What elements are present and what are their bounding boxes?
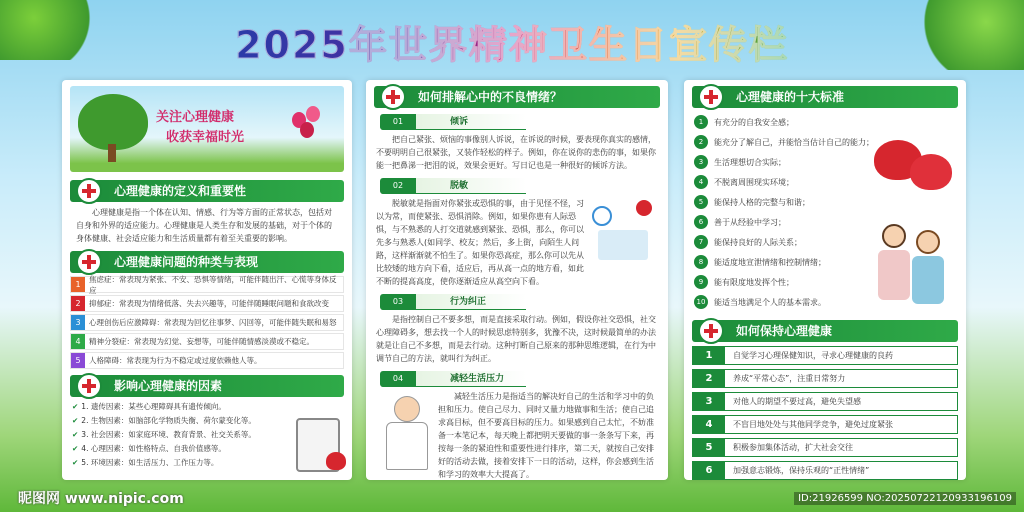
item-text: 能保持人格的完整与和谐；	[714, 197, 810, 207]
item-text: 能保持良好的人际关系；	[714, 237, 802, 247]
heart-tree-illustration	[78, 94, 148, 150]
item-text: 2. 生物因素：如脑部化学物质失衡、荷尔蒙变化等。	[81, 416, 256, 425]
item-number: 2	[693, 370, 725, 387]
definition-title: 心理健康的定义和重要性	[114, 184, 247, 198]
definition-text: 心理健康是指一个体在认知、情感、行为等方面的正常状态，包括对自身和外界的适应能力。心理健康是人类生存和发展的基础，对于个体的身体健康、社会适应能力和生活质量都有着至关重要的影响。	[76, 208, 332, 243]
method-number: 01	[380, 114, 416, 130]
list-item	[70, 333, 344, 350]
item-number: 5	[71, 353, 85, 368]
standards-header	[692, 86, 958, 108]
item-text: 精神分裂症：常表现为幻觉、妄想等，可能伴随情感淡漠或不稳定。	[89, 337, 314, 346]
item-number: 1	[693, 347, 725, 364]
item-text: 焦虑症：常表现为紧张、不安、恐惧等情绪，可能伴随出汗、心慌等身体反应	[89, 274, 337, 295]
keep-header	[692, 320, 958, 342]
item-text: 心理创伤后应激障碍：常表现为回忆往事梦、闪回等，可能伴随失眠和易怒	[89, 318, 337, 327]
header-banner	[70, 86, 344, 172]
item-number: 7	[694, 235, 708, 249]
watermark-logo: 昵图网 www.nipic.com	[18, 491, 184, 507]
factors-header	[70, 375, 344, 397]
factors-title: 影响心理健康的因素	[114, 379, 223, 393]
method-number: 02	[380, 178, 416, 194]
method-text: 脱敏就是指面对你紧张或恐惧的事，由于见怪不怪，习以为常，而使紧张、恐惧消除。例如，如果你患有人际恐惧，与不熟悉的人打交道就感到紧张、恐惧，那么，你可以先多与熟悉人(如同学、校友；然后，多上街，向陌生人问路，这样渐渐就不怕生了。如果你恐高症，那么你可以先从比较矮的地方向下看，适应后，再从高一点的地方看，如此不断的提高高度，使你逐渐适应从高空向下看。	[376, 199, 584, 286]
types-title: 心理健康问题的种类与表现	[114, 255, 259, 269]
item-text: 善于从经验中学习；	[714, 217, 786, 227]
keep-list	[684, 346, 966, 480]
list-item	[692, 461, 958, 480]
definition-header	[70, 180, 344, 202]
item-number: 6	[693, 462, 725, 479]
item-number: 3	[693, 393, 725, 410]
item-text: 加强意志锻炼，保持乐观的“正性情绪”	[733, 466, 870, 475]
check-icon: ✔	[72, 430, 79, 439]
banner-line2: 收获幸福时光	[166, 130, 245, 145]
item-number: 9	[694, 275, 708, 289]
item-text: 不脱离周围现实环境；	[714, 177, 794, 187]
list-item	[70, 314, 344, 331]
medical-cross-icon	[76, 373, 102, 399]
item-text: 对他人的期望不要过高，避免失望感	[733, 397, 861, 406]
method-label: 行为纠正	[416, 294, 526, 310]
balloon-icon	[306, 106, 320, 122]
page-title: 2025年世界精神卫生日宣传栏	[235, 23, 789, 67]
item-number: 4	[693, 416, 725, 433]
item-number: 1	[71, 277, 85, 292]
method-number: 04	[380, 371, 416, 387]
relief-method	[366, 114, 668, 172]
method-header	[380, 178, 668, 194]
item-text: 能适度地宣泄情绪和控制情绪；	[714, 257, 826, 267]
list-item	[692, 415, 958, 434]
item-number: 5	[694, 195, 708, 209]
method-text: 减轻生活压力是指适当的解决好自己的生活和学习中的负担和压力。使自己尽力、同时又量力地做事和生活；使自己追求高目标，但不要高目标的压力。如果感到自己太忙，不妨准备一本笔记本，每天晚上都把明天要做的事一条条写下来，再按每一条的紧迫性和重要性进行排序，第二天，就按自己安排好的活动去做，接着安排下一日的活动，这样，你会感到生活和学习的效率大大提高了。	[438, 392, 654, 479]
method-label: 倾诉	[416, 114, 526, 130]
item-text: 能适当地满足个人的基本需求。	[714, 297, 826, 307]
item-number: 2	[71, 296, 85, 311]
balloon-icon	[300, 122, 314, 138]
relief-method	[366, 294, 668, 365]
standards-title: 心理健康的十大标准	[736, 90, 845, 104]
method-header	[380, 294, 668, 310]
item-number: 3	[694, 155, 708, 169]
relief-title: 如何排解心中的不良情绪？	[418, 90, 563, 104]
item-text: 能充分了解自己，并能恰当估计自己的能力；	[714, 137, 874, 147]
method-text: 把自己紧张、烦恼的事像别人诉说，在诉说的时候，要表现你真实的感情，不要明明自己很紧张，又装作轻松的样子。例如，你在说你的悲伤的事，如果你能一把鼻涕一把泪的说，效果会更好。写日记也是一种很好的倾诉方法。	[376, 135, 656, 170]
item-text: 有充分的自我安全感；	[714, 117, 794, 127]
item-text: 养成“平常心态”，注重日常努力	[733, 374, 846, 383]
relief-header	[374, 86, 660, 108]
list-item	[70, 295, 344, 312]
medical-cross-icon	[380, 84, 406, 110]
issue-list	[62, 276, 352, 369]
item-number: 8	[694, 255, 708, 269]
method-text: 是指控制自己不要多想，而是直接采取行动。例如，假设你社交恐惧，社交心理障碍多，想去找一个人的时候思虑特别多，犹豫不决，这时候最简单的办法就是让自己不多想，而是去行动。这种打断自己原来的那种思维逻辑，在行为中调节自己的方法，就叫行为纠正。	[376, 315, 656, 363]
method-number: 03	[380, 294, 416, 310]
types-header	[70, 251, 344, 273]
people-illustration	[876, 220, 948, 308]
method-label: 脱敏	[416, 178, 526, 194]
medical-cross-icon	[698, 84, 724, 110]
list-item	[692, 346, 958, 365]
item-text: 5. 环境因素：如生活压力、工作压力等。	[81, 458, 219, 467]
medical-cross-icon	[698, 318, 724, 344]
check-icon: ✔	[72, 444, 79, 453]
method-label: 减轻生活压力	[416, 371, 526, 387]
item-number: 4	[71, 334, 85, 349]
doctor-illustration	[380, 396, 434, 472]
item-text: 1. 遗传因素：某些心理障碍具有遗传倾向。	[81, 402, 226, 411]
item-text: 4. 心理因素：如性格特点、自我价值感等。	[81, 444, 226, 453]
item-text: 抑郁症：常表现为情绪低落、失去兴趣等，可能伴随睡眠问题和食欲改变	[89, 299, 329, 308]
item-text: 能有限度地发挥个性；	[714, 277, 794, 287]
banner-line1: 关注心理健康	[156, 110, 235, 125]
list-item	[692, 369, 958, 388]
medical-cross-icon	[76, 178, 102, 204]
check-icon: ✔	[72, 458, 79, 467]
list-item	[70, 276, 344, 293]
item-number: 2	[694, 135, 708, 149]
heart-icon	[326, 452, 346, 470]
heart-plus-icon	[910, 154, 952, 190]
item-text: 不盲目地处处与其他同学竞争，避免过度紧张	[733, 420, 893, 429]
item-text: 3. 社会因素：如家庭环境、教育背景、社交关系等。	[81, 430, 256, 439]
check-icon: ✔	[72, 402, 79, 411]
list-item	[62, 400, 352, 414]
list-item	[692, 438, 958, 457]
image-id-label: ID:21926599 NO:20250722120933196109	[794, 492, 1016, 505]
tree-trunk	[108, 144, 116, 162]
item-number: 3	[71, 315, 85, 330]
list-item	[70, 352, 344, 369]
medical-cross-icon	[76, 249, 102, 275]
list-item	[694, 192, 966, 212]
list-item	[692, 392, 958, 411]
clock-icon	[592, 206, 612, 226]
item-text: 人格障碍：常表现为行为不稳定或过度依赖他人等。	[89, 356, 262, 365]
right-panel	[684, 80, 966, 480]
list-item	[694, 132, 966, 152]
consultation-illustration	[588, 200, 656, 264]
item-text: 生活理想切合实际；	[714, 157, 786, 167]
list-item	[694, 112, 966, 132]
method-header	[380, 114, 668, 130]
item-number: 6	[694, 215, 708, 229]
item-number: 5	[693, 439, 725, 456]
check-icon: ✔	[72, 416, 79, 425]
method-header	[380, 371, 668, 387]
item-number: 4	[694, 175, 708, 189]
keep-title: 如何保持心理健康	[736, 324, 833, 338]
item-number: 10	[694, 295, 708, 309]
item-text: 自觉学习心理保健知识，寻求心理健康的良药	[733, 351, 893, 360]
item-number: 1	[694, 115, 708, 129]
medical-cross-icon	[636, 200, 652, 216]
left-panel	[62, 80, 352, 480]
middle-panel	[366, 80, 668, 480]
item-text: 积极参加集体活动，扩大社会交往	[733, 443, 853, 452]
